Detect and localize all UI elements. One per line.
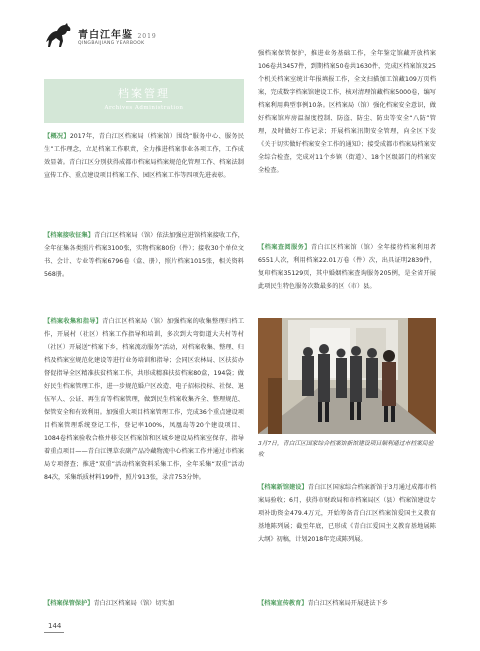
paragraph-guidance [44, 315, 244, 484]
paragraph-publicity [258, 597, 436, 610]
photo-scene [258, 318, 436, 434]
publicity-text: 青白江区档案局开展进法下乡 [307, 600, 388, 607]
page-number: 144 [48, 622, 62, 630]
tag-collection: 【档案接收征集】 [44, 232, 95, 239]
page-number-rule [44, 632, 64, 633]
tag-new-building: 【档案新馆建设】 [258, 484, 308, 491]
yearbook-brand [78, 26, 157, 41]
section-title-box [44, 79, 244, 123]
preservation-text: 青白江区档案局（馆）切实加 [93, 600, 174, 607]
paragraph-inquiry [258, 241, 436, 293]
title-divider [126, 101, 162, 102]
guidance-text: 青白江区档案局（馆）加强档案的收集整理归档工作，开展村（社区）档案工作指导和培训，多次到大弯街道大夫村等村（社区）开展送“档案下乡，档案流动服务”活动，对档案收集、整理、归档及档案室规范化建设等进行业务培训和指导；会同区农林局、区扶贫办督促指导全区精准扶贫档案工作，共形成精准扶贫档案80盒，194袋；做好民生档案管理工作，进一步规范婚户区改造、电子招标投标、社保、退伍军人、公证、再生育等档案管理，做到民生档案收集齐全、整理规范、保管安全和有效利用。加强重大项目档案管理工作，完成36个重点建设项目档案管理系统登记工作，登记率100%，凤凰岛等20个建设项目、1084卷档案验收合格并移交区档案馆和区城乡建设局档案室保存，指导着重点项目——青白江锂草农副产品冷藏物流中心档案工作并通过市档案局专项督查；推进“双重”活动档案资料采集工作，全年采集“双重”活动84次，采集纸质材料199件，照片913张，录音753分钟。 [44, 318, 245, 481]
brand-english: QINGBAIJIANG YEARBOOK [78, 41, 145, 46]
brand-year: 2019 [137, 33, 157, 40]
tag-preservation: 【档案保管保护】 [44, 600, 94, 607]
collection-text: 青白江区档案局（馆）依法加强应进馆档案接收工作，全年征集各类照片档案3100张，实物档案80份（件）；接收30个单位文书、会计、专业等档案6796卷（盒、册），照片档案1015张，相关资料568册。 [44, 232, 244, 278]
tag-publicity: 【档案宣传教育】 [258, 600, 308, 607]
horse-logo-icon [44, 22, 74, 48]
paragraph-preservation [44, 597, 244, 610]
paragraph-overview [44, 130, 244, 182]
section-subtitle: Archives Administration [104, 105, 184, 111]
tag-overview: 【概况】 [44, 133, 70, 140]
new-building-text: 青白江区国家综合档案新馆于3月通过成都市档案局验收；6月，获得市财政局和市档案局区（县）档案馆建设专项补助资金479.4万元，开始筹备青白江区档案馆爱国主义教育基地陈列展；截至年底，已形成《青白江爱国主义教育基地展陈大纲》初稿，计划2018年完成陈列展。 [258, 484, 437, 543]
paragraph-new-building [258, 481, 436, 546]
paragraph-collection [44, 229, 244, 281]
tag-guidance: 【档案收集和指导】 [44, 318, 103, 325]
tag-inquiry: 【档案查阅服务】 [258, 244, 311, 251]
brand-title: 青白江年鉴 [78, 30, 133, 41]
inquiry-text: 青白江区档案馆（馆）全年接待档案利用者6551人次，利用档案22.01万卷（件）次，出具证明2839件，复印档案35129页，其中婚姻档案查询服务205例，是全省开展此项民生特色服务次数最多的区（市）县。 [258, 244, 437, 290]
paragraph-preservation-cont [258, 47, 436, 177]
overview-text: 2017年，青白江区档案局（档案馆）围绕“服务中心、服务民生”工作理念，立足档案工作职责，全力推进档案事业各项工作，工作成效显著。青白江区分别获得成都市档案局档案规范化管理工作、档案法制宣传工作、重点建设项目档案工作、园区档案工作等四项先进表彰。 [44, 133, 245, 179]
preservation-cont-text: 强档案保管保护，推进业务基础工作，全年鉴定馆藏开放档案106卷共3457件，到期档案50卷共1630件，完成区档案馆及25个机关档案室统计年报填报工作，全文扫描加工馆藏109万页档案，完成数字档案馆建设工作，核对清理馆藏档案5000卷，编写档案利用典型事例10条。区档案局（馆）强化档案安全意识，做好档案馆库房温湿度控制、防盗、防尘、防虫等安全“八防”管理，及时做好工作记录；开展档案汛期安全管理，向全区下发《关于切实做好档案安全工作的通知》；接受成都市档案局档案安全综合检查，完成对11个乡镇（街道）、18个区级部门的档案安全检查。 [258, 50, 436, 174]
section-title: 档案管理 [118, 87, 170, 100]
news-photo [258, 318, 436, 434]
photo-caption: 3月7日，青白江区国家综合档案馆新馆建设项目顺利通过市档案局验收 [258, 441, 434, 458]
